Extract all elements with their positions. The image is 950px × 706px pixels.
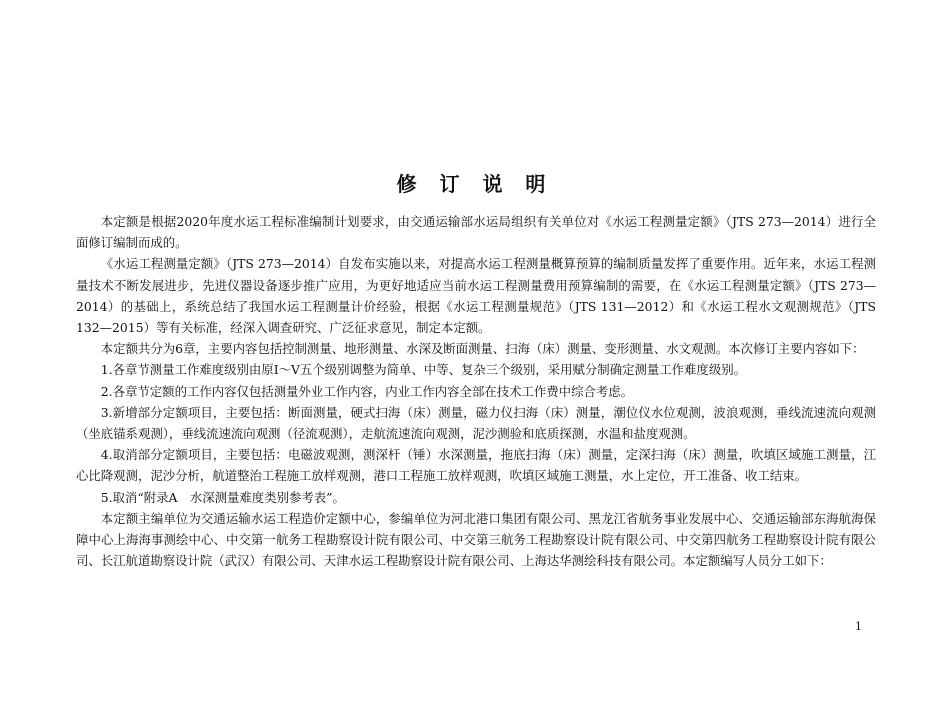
list-item-revision-3: 3.新增部分定额项目，主要包括：断面测量，硬式扫海（床）测量，磁力仪扫海（床）测量，潮位仪水位观测，波浪观测，垂线流速流向观测（坐底锚系观测），垂线流速流向观测（径流观测），走航流速流向观测，泥沙测验和底质探测，水温和盐度观测。 <box>76 404 876 442</box>
document-body <box>76 211 876 571</box>
page-title: 修 订 说 明 <box>396 172 554 196</box>
list-item-revision-2: 2.各章节定额的工作内容仅包括测量外业工作内容，内业工作内容全部在技术工作费中综合考虑。 <box>100 383 634 399</box>
paragraph-contributors: 本定额主编单位为交通运输水运工程造价定额中心，参编单位为河北港口集团有限公司、黑龙江省航务事业发展中心、交通运输部东海航海保障中心上海海事测绘中心、中交第一航务工程勘察设计院有限公司、中交第三航务工程勘察设计院有限公司、中交第四航务工程勘察设计院有限公司、长江航道勘察设计院（武汉）有限公司、天津水运工程勘察设计院有限公司、上海达华测绘科技有限公司。本定额编写人员分工如下： <box>76 510 876 569</box>
paragraph-overview: 本定额共分为6章，主要内容包括控制测量、地形测量、水深及断面测量、扫海（床）测量、变形测量、水文观测。本次修订主要内容如下： <box>100 341 865 357</box>
list-item-revision-1: 1.各章节测量工作难度级别由原Ⅰ～Ⅴ五个级别调整为简单、中等、复杂三个级别，采用赋分制确定测量工作难度级别。 <box>100 362 746 378</box>
list-item-revision-5: 5.取消“附录A 水深测量难度类别参考表”。 <box>100 489 345 505</box>
paragraph-background: 《水运工程测量定额》（JTS 273—2014）自发布实施以来，对提高水运工程测量概算预算的编制质量发挥了重要作用。近年来，水运工程测量技术不断发展进步，先进仪器设备逐步推广应用，为更好地适应当前水运工程测量费用预算编制的需要，在《水运工程测量定额》（JTS 273—2014）的基础上，系统总结了我国水运工程测量计价经验，根据《水运工程测量规范》（JTS 131—2012）和《水运工程水文观测规范》（JTS 132—2015）等有关标准，经深入调查研究、广泛征求意见，制定本定额。 <box>76 256 876 336</box>
page-number: 1 <box>855 620 862 633</box>
list-item-revision-4: 4.取消部分定额项目，主要包括：电磁波观测，测深杆（锤）水深测量，拖底扫海（床）测量，定深扫海（床）测量，吹填区域施工测量，江心比降观测，泥沙分析，航道整治工程施工放样观测，港口工程施工放样观测，吹填区域施工测量，水上定位，开工准备、收工结束。 <box>76 447 876 484</box>
paragraph-intro: 本定额是根据2020年度水运工程标准编制计划要求，由交通运输部水运局组织有关单位对《水运工程测量定额》（JTS 273—2014）进行全面修订编制而成的。 <box>76 214 876 251</box>
